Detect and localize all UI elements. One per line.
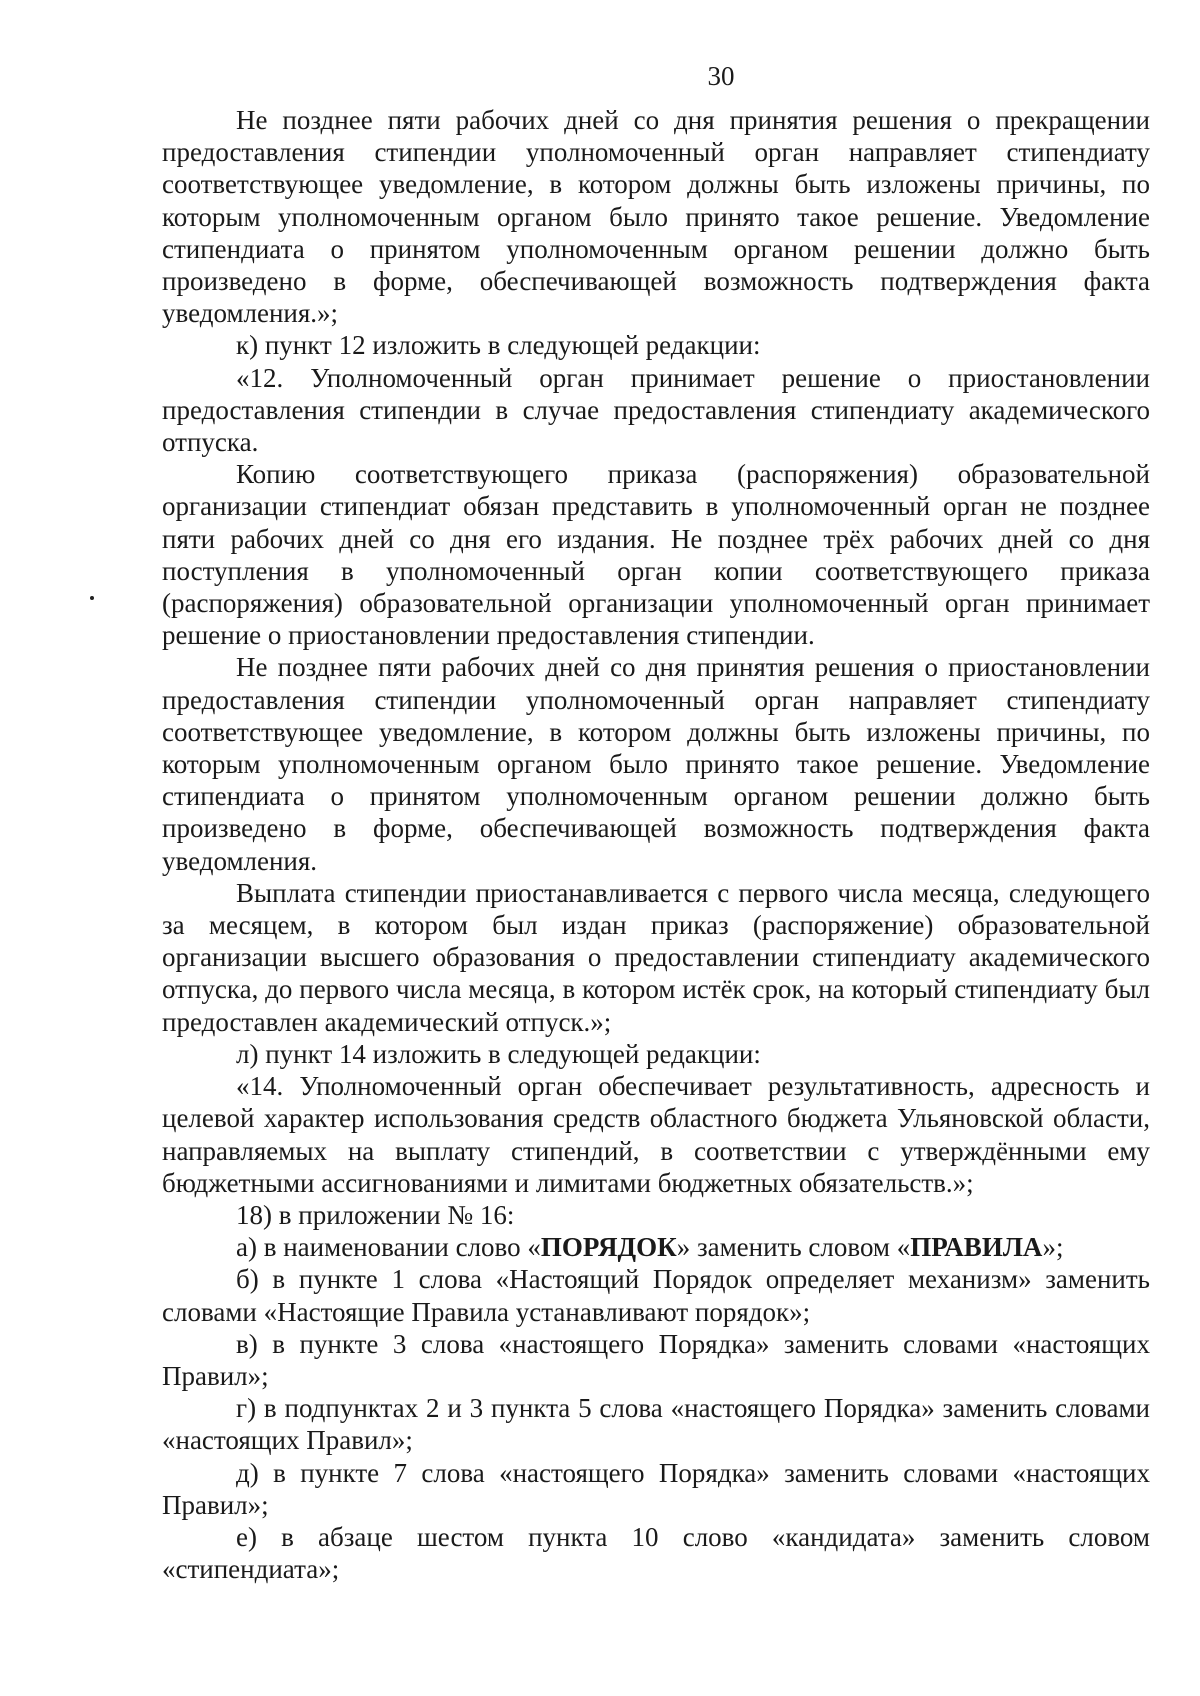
- item-a-bold-old: ПОРЯДОК: [540, 1232, 677, 1263]
- paragraph-item-d: д) в пункте 7 слова «настоящего Порядка» заменить словами «настоящих Правил»;: [162, 1457, 1150, 1520]
- item-a-text-middle: » заменить словом «: [676, 1232, 911, 1263]
- item-a-bold-new: ПРАВИЛА: [910, 1232, 1043, 1263]
- paragraph-item-b: б) в пункте 1 слова «Настоящий Порядок определяет механизм» заменить словами «Настоящие Правила устанавливают порядок»;: [162, 1264, 1150, 1327]
- paragraph-clause-14: «14. Уполномоченный орган обеспечивает результативность, адресность и целевой характер использования средств областного бюджета Ульяновской области, направляемых на выплату стипендий, в соответствии с утверждёнными ему бюджетными ассигнованиями и лимитами бюджетных обязательств.»;: [162, 1071, 1150, 1198]
- paragraph-order-copy: Копию соответствующего приказа (распоряжения) образовательной организации стипендиат обязан представить в уполномоченный орган не позднее пяти рабочих дней со дня его издания. Не позднее трёх рабочих дней со дня поступления в уполномоченный орган копии соответствующего приказа (распоряжения) образовательной организации уполномоченный орган принимает решение о приостановлении предоставления стипендии.: [162, 459, 1150, 651]
- paragraph-item-v: в) в пункте 3 слова «настоящего Порядка» заменить словами «настоящих Правил»;: [162, 1328, 1150, 1391]
- paragraph-suspension-notice: Не позднее пяти рабочих дней со дня принятия решения о приостановлении предоставления стипендии уполномоченный орган направляет стипендиату соответствующее уведомление, в котором должны быть изложены причины, по которым уполномоченным органом было принято такое решение. Уведомление стипендиата о принятом уполномоченным органом решении должно быть произведено в форме, обеспечивающей возможность подтверждения факта уведомления.: [162, 652, 1150, 876]
- item-a-text-before: а) в наименовании слово «: [236, 1232, 541, 1263]
- scan-speck: [90, 596, 94, 600]
- paragraph-clause-12: «12. Уполномоченный орган принимает решение о приостановлении предоставления стипендии в случае предоставления стипендиату академического отпуска.: [162, 362, 1150, 458]
- paragraph-item-e: е) в абзаце шестом пункта 10 слово «кандидата» заменить словом «стипендиата»;: [162, 1521, 1150, 1585]
- paragraph-item-a: [162, 1231, 1150, 1263]
- paragraph-item-k: к) пункт 12 изложить в следующей редакции:: [236, 330, 761, 361]
- paragraph-termination-notice: Не позднее пяти рабочих дней со дня принятия решения о прекращении предоставления стипендии уполномоченный орган направляет стипендиату соответствующее уведомление, в котором должны быть изложены причины, по которым уполномоченным органом было принято такое решение. Уведомление стипендиата о принятом уполномоченным органом решении должно быть произведено в форме, обеспечивающей возможность подтверждения факта уведомления.»;: [162, 105, 1150, 329]
- item-a-text-after: »;: [1042, 1232, 1064, 1263]
- paragraph-item-l: л) пункт 14 изложить в следующей редакции:: [236, 1038, 761, 1069]
- page-number: 30: [707, 61, 735, 91]
- paragraph-appendix-16: 18) в приложении № 16:: [236, 1199, 515, 1230]
- paragraph-item-g: г) в подпунктах 2 и 3 пункта 5 слова «настоящего Порядка» заменить словами «настоящих Правил»;: [162, 1393, 1150, 1456]
- paragraph-payment-suspension: Выплата стипендии приостанавливается с первого числа месяца, следующего за месяцем, в котором был издан приказ (распоряжение) образовательной организации высшего образования о предоставлении стипендиату академического отпуска, до первого числа месяца, в котором истёк срок, на который стипендиату был предоставлен академический отпуск.»;: [162, 877, 1150, 1037]
